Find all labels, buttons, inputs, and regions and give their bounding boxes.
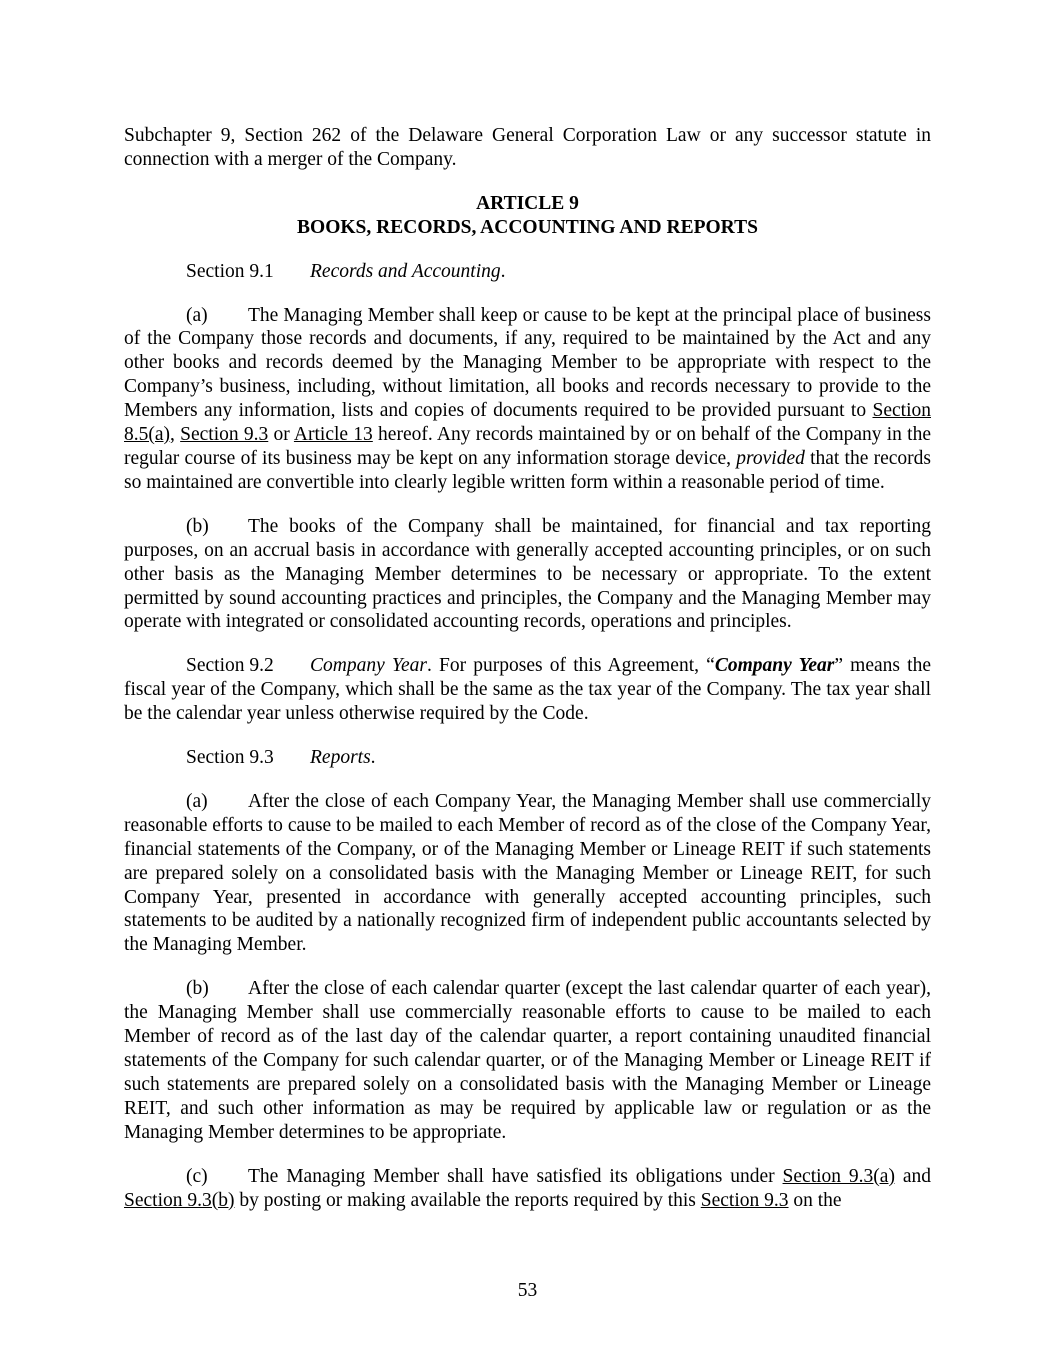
paragraph-text: The Managing Member shall keep or cause to be kept at the principal place of business of the Company those records and documents, if any, required to be maintained by the Act and any other books and records deemed by the Managing Member to be appropriate with respect to the Company’s business, including, without limitation, all books and records necessary to provide to the Members any information, lists and copies of documents required to be provided pursuant to — [124, 304, 931, 422]
cross-reference-link[interactable]: Section 9.3 — [180, 424, 269, 446]
cross-reference-link[interactable]: Section 8.5(a) — [124, 400, 931, 446]
section-9-2 — [124, 654, 931, 726]
paragraph-text: The books of the Company shall be maintained, for financial and tax reporting purposes, on an accrual basis in accordance with generally accepted accounting principles, or on such other basis as the Managing Member determines to be necessary or appropriate. To the extent permitted by sound accounting practices and principles, the Company and the Managing Member may operate with integrated or consolidated accounting records, operations and principles. — [124, 515, 931, 633]
document-page — [124, 124, 931, 1212]
section-9-3-heading: Section 9.3 Reports. — [186, 747, 376, 769]
paragraph-text: on the — [788, 1189, 842, 1211]
paragraph-label: (a) — [186, 790, 208, 812]
paragraph-label: (a) — [186, 304, 208, 326]
cross-reference-link[interactable]: Article 13 — [293, 424, 373, 446]
paragraph-text: by posting or making available the reports required by this — [234, 1189, 701, 1211]
paragraph-text: The Managing Member shall have satisfied its obligations under — [248, 1165, 783, 1187]
section-9-3-b — [124, 977, 931, 1144]
section-title: Company Year — [310, 655, 427, 677]
paragraph-text: After the close of each Company Year, the Managing Member shall use commercially reasonable efforts to cause to be mailed to each Member of record as of the close of the Company Year, financial statements of the Company, or of the Managing Member or Lineage REIT if such statements are prepared solely on a consolidated basis with the Managing Member or Lineage REIT, for such Company Year, presented in accordance with generally accepted accounting principles, such statements to be audited by a nationally recognized firm of independent public accountants selected by the Managing Member. — [124, 790, 931, 956]
paragraph-text: that the records so maintained are convertible into clearly legible written form within a reasonable period of time. — [124, 447, 931, 493]
cross-reference-link[interactable]: Section 9.3(a) — [782, 1165, 895, 1187]
article-number: ARTICLE 9 — [476, 192, 579, 214]
paragraph-text: hereof. Any records maintained by or on behalf of the Company in the regular course of its business may be kept on any information storage device, — [124, 424, 932, 469]
paragraph-text: ” means the fiscal year of the Company, which shall be the same as the tax year of the Company. The tax year shall be the calendar year unless otherwise required by the Code. — [124, 655, 931, 725]
section-9-3-a — [124, 790, 931, 957]
paragraph-text: and — [894, 1165, 931, 1187]
defined-term: Company Year — [714, 655, 835, 677]
paragraph-label: (b) — [186, 978, 209, 1000]
article-title: BOOKS, RECORDS, ACCOUNTING AND REPORTS — [297, 216, 758, 238]
paragraph-text: . For purposes of this Agreement, “ — [426, 655, 715, 677]
section-number: Section 9.2 — [186, 655, 274, 677]
section-9-3-c — [124, 1165, 931, 1213]
paragraph-text: , — [170, 424, 181, 446]
section-title: Reports — [310, 747, 371, 769]
section-number: Section 9.1 — [186, 260, 274, 282]
paragraph-label: (b) — [186, 515, 209, 537]
italic-term: provided — [736, 447, 805, 469]
cross-reference-link[interactable]: Section 9.3(b) — [124, 1189, 235, 1211]
section-title: Records and Accounting — [310, 260, 501, 282]
section-9-1-heading: Section 9.1 Records and Accounting. — [186, 260, 506, 282]
section-9-1-b — [124, 515, 931, 635]
section-number: Section 9.3 — [186, 747, 274, 769]
cross-reference-link[interactable]: Section 9.3 — [700, 1189, 789, 1211]
intro-paragraph: Subchapter 9, Section 262 of the Delaware General Corporation Law or any successor statute in connection with a merger of the Company. — [124, 125, 931, 170]
paragraph-text: or — [268, 424, 294, 446]
page-number: 53 — [517, 1280, 538, 1301]
section-9-1-a — [124, 304, 931, 495]
paragraph-text: After the close of each calendar quarter (except the last calendar quarter of each year), the Managing Member shall use commercially reasonable efforts to cause to be mailed to each Member of record as of the last day of the calendar quarter, a report containing unaudited financial statements of the Company for such calendar quarter, or of the Managing Member or Lineage REIT if such statements are prepared solely on a consolidated basis with the Managing Member or Lineage REIT, and such other information as may be required by applicable law or regulation or as the Managing Member determines to be appropriate. — [124, 978, 931, 1143]
paragraph-label: (c) — [186, 1165, 208, 1187]
